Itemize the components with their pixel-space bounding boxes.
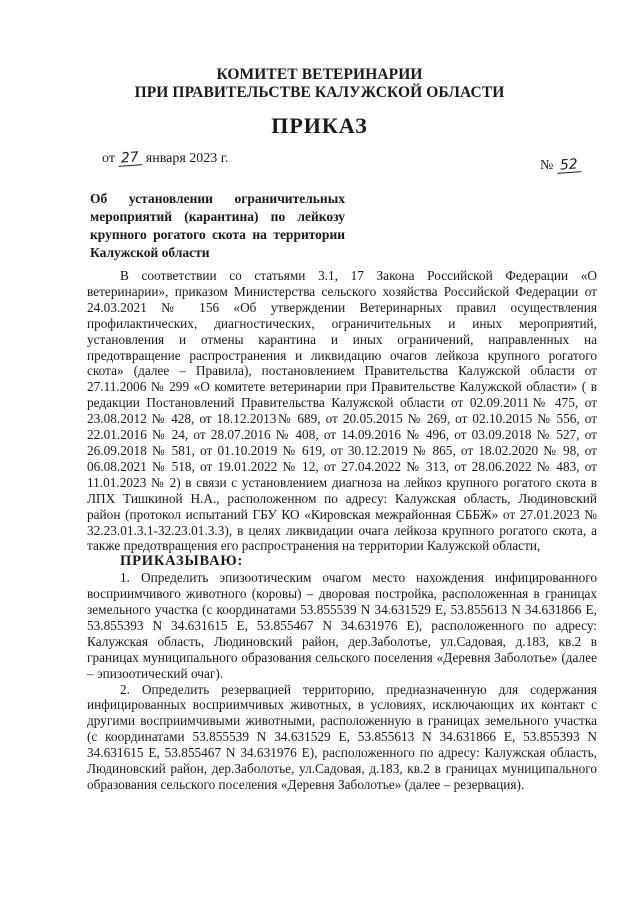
order-item-2: 2. Определить резервацией территорию, предназначенную для содержания инфицированных восприимчивых животных, в условиях, исключающих их контакт с другими восприимчивыми животными, расположенную в границах земельного участка (с координатами 53.855539 N 34.631529 E, 53.855613 N 34.631866 E, 53.855393 N 34.631615 E, 53.855467 N 34.631976 E), расположенного по адресу: Калужская область, Людиновский район, дер.Заболотье, ул.Садовая, д.183, кв.2 в границах муниципального образования сельского поселения «Деревня Заболотье» (далее – резервация). bbox=[87, 681, 597, 792]
order-subject: Об установлении ограничительных мероприятий (карантина) по лейкозу крупного рогатого скота на территории Калужской области bbox=[90, 191, 345, 260]
preamble-paragraph: В соответствии со статьями 3.1, 17 Закона Российской Федерации «О ветеринарии», приказом Министерства сельского хозяйства Российской Федерации от 24.03.2021 № 156 «Об утверждении Ветеринарных правил осуществления профилактических, диагностических, ограничительных и иных мероприятий, установления и отмены карантина и иных ограничений, направленных на предотвращение распространения и ликвидацию очагов лейкоза крупного рогатого скота» (далее – Правила), постановлением Правительства Калужской области от 27.11.2006 № 299 «О комитете ветеринарии при Правительстве Калужской области» ( в редакции Постановлений Правительства Калужской области от 02.09.2011№ 475, от 23.08.2012 № 428, от 18.12.2013№ 689, от 20.05.2015 № 269, от 02.10.2015 № 556, от 22.01.2016 № 24, от 28.07.2016 № 408, от 14.09.2016 № 496, от 03.09.2018 № 527, от 26.09.2018 № 581, от 01.10.2019 № 619, от 30.12.2019 № 865, от 18.02.2020 № 98, от 06.08.2021 № 518, от 19.01.2022 № 12, от 27.04.2022 № 313, от 28.06.2022 № 483, от 11.01.2023 № 2) в связи с установлением диагноза на лейкоз крупного рогатого скота в ЛПХ Тишкиной Н.А., расположенном по адресу: Калужская область, Людиновский район (протокол испытаний ГБУ КО «Кировская межрайонная СББЖ» от 27.01.2023 № 32.23.01.3.1-32.23.01.3.3), в целях ликвидации очага лейкоза крупного рогатого скота, а также предотвращения его распространения на территории Калужской области, bbox=[87, 268, 597, 554]
order-date bbox=[102, 151, 228, 167]
date-day-handwritten: 27 bbox=[118, 151, 143, 167]
number-value-handwritten: 52 bbox=[556, 158, 581, 174]
committee-name: КОМИТЕТ ВЕТЕРИНАРИИ bbox=[216, 66, 423, 83]
order-number bbox=[540, 158, 581, 174]
order-item-1: 1. Определить эпизоотическим очагом место нахождения инфицированного восприимчивого животного (коровы) – дворовая постройка, расположенная в границах земельного участка (с координатами 53.855539 N 34.631529 E, 53.855613 N 34.631866 E, 53.855393 N 34.631615 E, 53.855467 N 34.631976 E), расположенного по адресу: Калужская область, Людиновский район, дер.Заболотье, ул.Садовая, д.183, кв.2 в границах муниципального образования сельского поселения «Деревня Заболотье» (далее – эпизоотический очаг). bbox=[87, 570, 597, 681]
date-month-year: января 2023 г. bbox=[145, 151, 229, 166]
order-body bbox=[87, 268, 597, 793]
document-type-title: ПРИКАЗ bbox=[271, 113, 368, 138]
number-label: № bbox=[540, 158, 554, 173]
date-prefix: от bbox=[102, 151, 115, 166]
committee-affiliation: ПРИ ПРАВИТЕЛЬСТВЕ КАЛУЖСКОЙ ОБЛАСТИ bbox=[134, 84, 505, 101]
order-directive-word: ПРИКАЗЫВАЮ: bbox=[120, 553, 244, 570]
